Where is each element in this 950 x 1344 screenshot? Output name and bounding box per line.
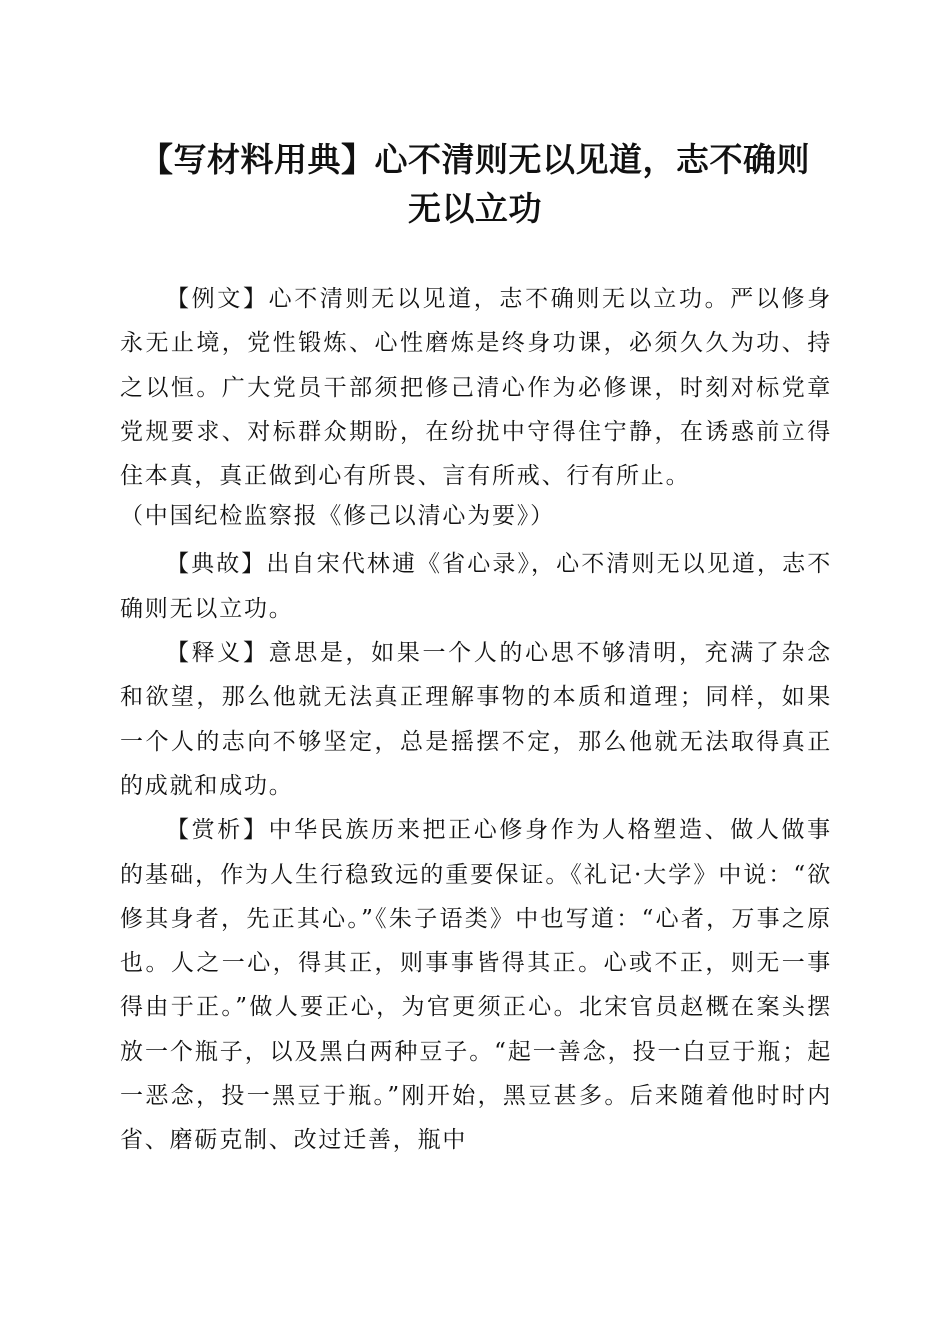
title-line-2: 无以立功 [408,189,542,228]
paragraph-allusion: 【典故】出自宋代林逋《省心录》，心不清则无以见道，志不确则无以立功。 [120,551,832,622]
title-line-1: 【写材料用典】心不清则无以见道，志不确则 [140,140,810,179]
paragraph-example: 【例文】心不清则无以见道，志不确则无以立功。严以修身永无止境，党性锻炼、心性磨炼是终身功课，必须久久为功、持之以恒。广大党员干部须把修己清心作为必修课，时刻对标党章党规要求、对标群众期盼，在纷扰中守得住宁静，在诱惑前立得住本真，真正做到心有所畏、言有所戒、行有所止。 [120,286,832,490]
document-body [120,277,832,1163]
document-title [100,135,850,233]
paragraph-appreciation: 【赏析】中华民族历来把正心修身作为人格塑造、做人做事的基础，作为人生行稳致远的重要保证。《礼记·大学》中说：“欲修其身者，先正其心。”《朱子语类》中也写道：“心者，万事之原也。人之一心，得其正，则事事皆得其正。心或不正，则无一事得由于正。”做人要正心，为官更须正心。北宋官员赵概在案头摆放一个瓶子，以及黑白两种豆子。“起一善念，投一白豆于瓶；起一恶念，投一黑豆于瓶。”刚开始，黑豆甚多。后来随着他时时内省、磨砺克制、改过迁善，瓶中 [120,817,832,1154]
paragraph-source-citation: （中国纪检监察报《修己以清心为要》） [120,503,555,530]
paragraph-meaning: 【释义】意思是，如果一个人的心思不够清明，充满了杂念和欲望，那么他就无法真正理解事物的本质和道理；同样，如果一个人的志向不够坚定，总是摇摆不定，那么他就无法取得真正的成就和成功。 [120,640,832,799]
